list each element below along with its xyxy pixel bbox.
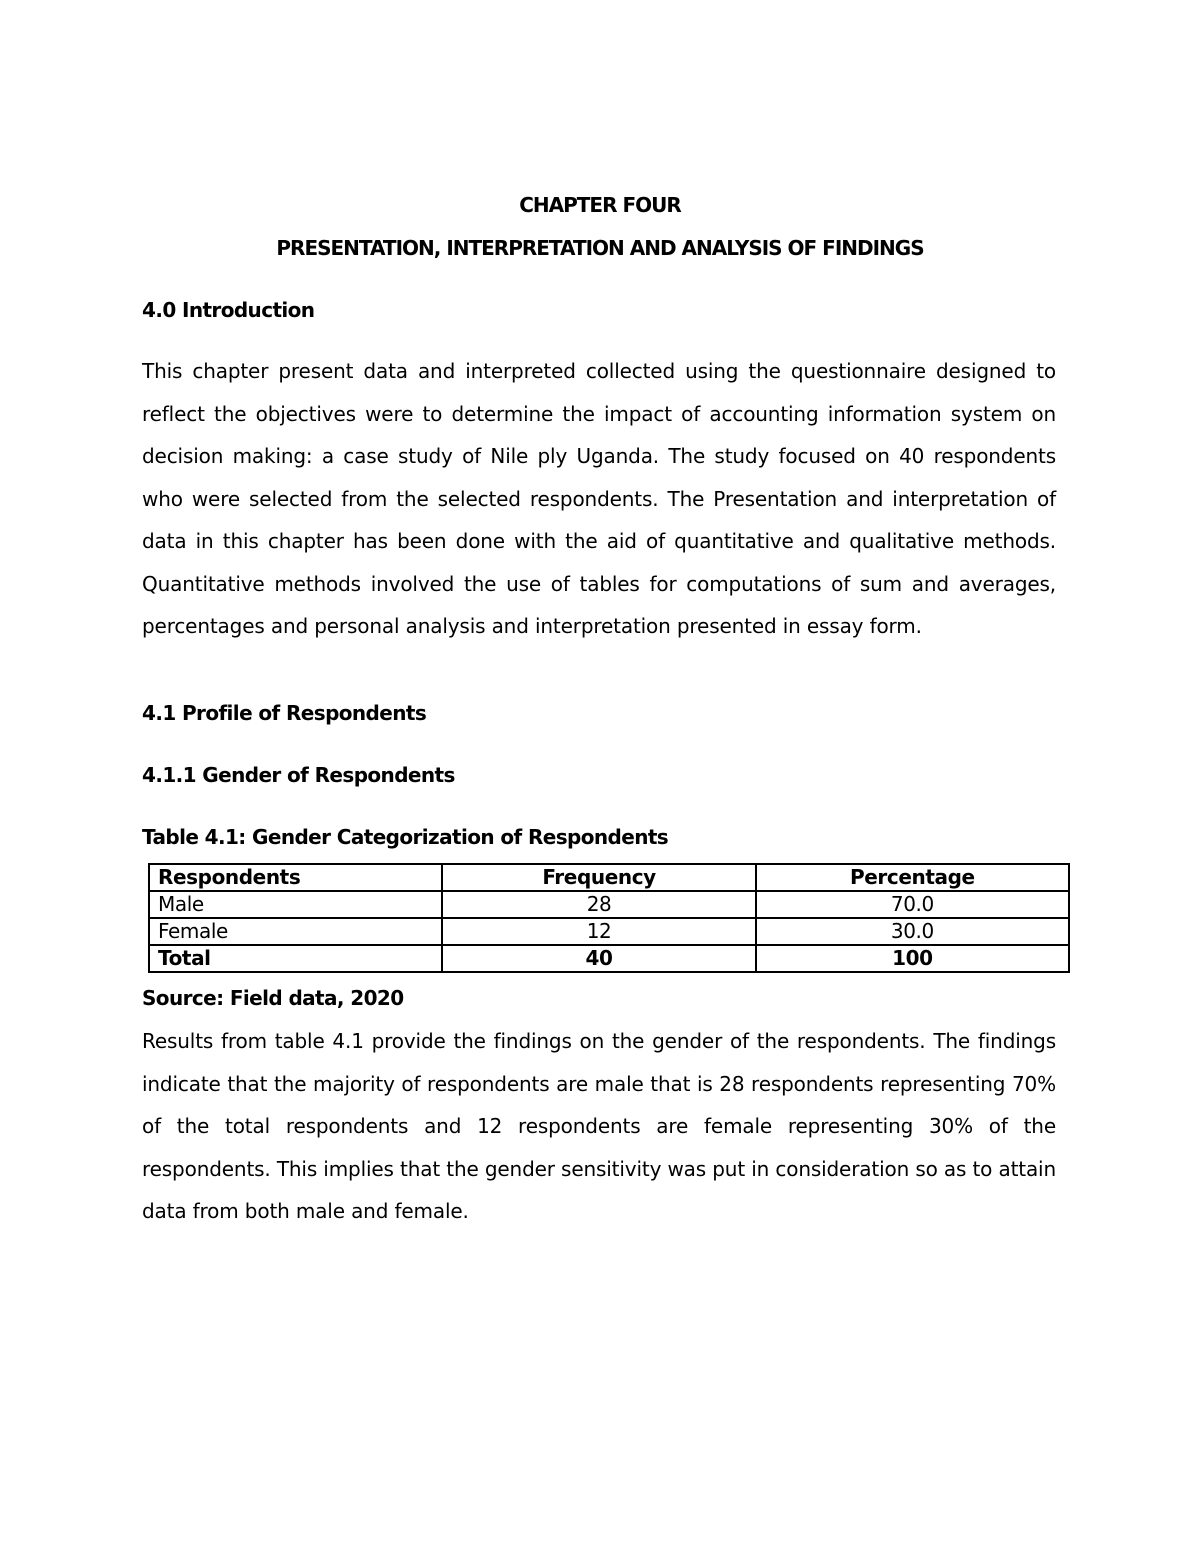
total-label: Total	[149, 945, 442, 972]
chapter-title: PRESENTATION, INTERPRETATION AND ANALYSIS OF FINDINGS	[276, 236, 924, 260]
chapter-number-title: CHAPTER FOUR	[519, 193, 681, 217]
cell-frequency: 12	[442, 918, 755, 945]
intro-paragraph: This chapter present data and interpreted collected using the questionnaire designed to reflect the objectives were to determine the impact of accounting information system on decision making: a case study of Nile ply Uganda. The study focused on 40 respondents who were selected from the selected respondents. The Presentation and interpretation of data in this chapter has been done with the aid of quantitative and qualitative methods. Quantitative methods involved the use of tables for computations of sum and averages, percentages and personal analysis and interpretation presented in essay form.	[142, 359, 1056, 638]
source-note: Source: Field data, 2020	[142, 986, 404, 1010]
table-total-row	[149, 945, 1069, 972]
table-header-row	[149, 864, 1069, 891]
table-caption: Table 4.1: Gender Categorization of Respondents	[142, 825, 669, 849]
results-paragraph: Results from table 4.1 provide the findings on the gender of the respondents. The findings indicate that the majority of respondents are male that is 28 respondents representing 70% of the total respondents and 12 respondents are female representing 30% of the respondents. This implies that the gender sensitivity was put in consideration so as to attain data from both male and female.	[142, 1029, 1056, 1223]
total-frequency: 40	[442, 945, 755, 972]
header-frequency: Frequency	[442, 864, 755, 891]
intro-heading: 4.0 Introduction	[142, 298, 315, 322]
gender-table	[148, 863, 1070, 973]
cell-respondent: Male	[149, 891, 442, 918]
header-percentage: Percentage	[756, 864, 1069, 891]
cell-respondent: Female	[149, 918, 442, 945]
cell-percentage: 70.0	[756, 891, 1069, 918]
table-row	[149, 918, 1069, 945]
header-respondents: Respondents	[149, 864, 442, 891]
total-percentage: 100	[756, 945, 1069, 972]
cell-frequency: 28	[442, 891, 755, 918]
cell-percentage: 30.0	[756, 918, 1069, 945]
gender-heading: 4.1.1 Gender of Respondents	[142, 763, 455, 787]
profile-heading: 4.1 Profile of Respondents	[142, 701, 427, 725]
table-row	[149, 891, 1069, 918]
